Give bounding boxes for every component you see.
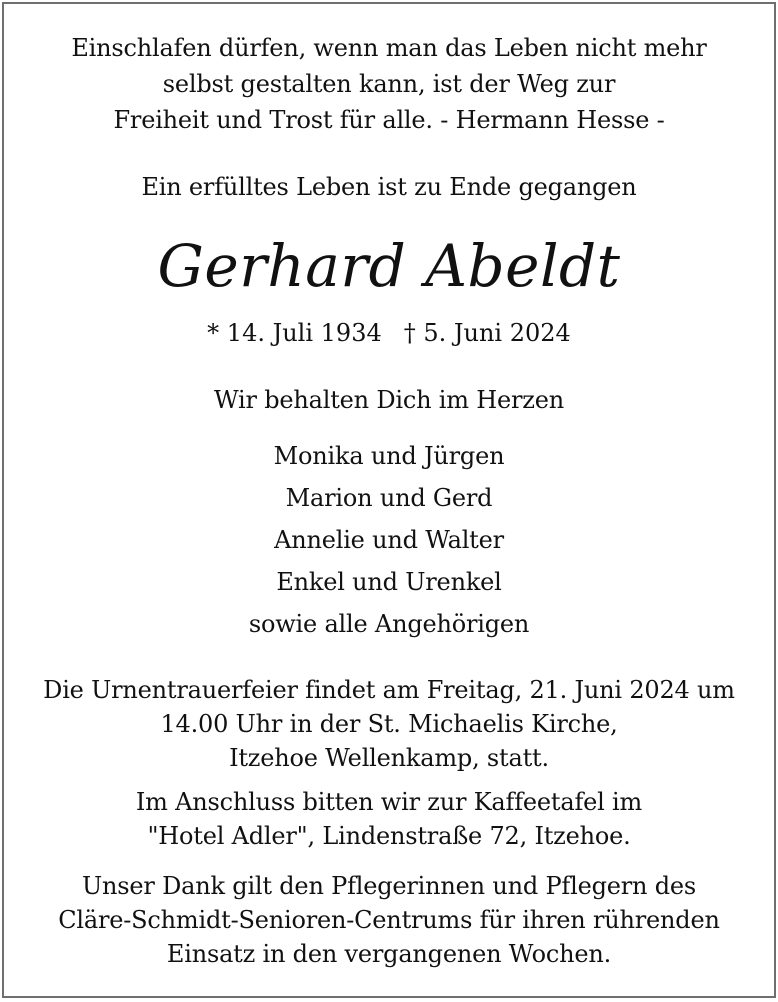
deceased-name: Gerhard Abeldt xyxy=(157,232,621,300)
mourner-line: sowie alle Angehörigen xyxy=(248,610,530,638)
quote-line: Einschlafen dürfen, wenn man das Leben nicht mehr xyxy=(71,34,707,62)
thanks-line: Cläre-Schmidt-Senioren-Centrums für ihren rührenden xyxy=(58,906,720,934)
quote-line: Freiheit und Trost für alle. - Hermann Hesse - xyxy=(113,106,665,134)
mourner-line: Monika und Jürgen xyxy=(273,442,505,470)
ceremony-line: 14.00 Uhr in der St. Michaelis Kirche, xyxy=(160,710,618,738)
birth-date: * 14. Juli 1934 xyxy=(207,319,382,347)
mourner-line: Marion und Gerd xyxy=(285,484,493,512)
mourner-line: Annelie und Walter xyxy=(274,526,504,554)
ceremony-line: Itzehoe Wellenkamp, statt. xyxy=(229,744,549,772)
remembrance-text: Wir behalten Dich im Herzen xyxy=(214,386,564,414)
intro-text: Ein erfülltes Leben ist zu Ende gegangen xyxy=(141,173,637,201)
reception-line: Im Anschluss bitten wir zur Kaffeetafel im xyxy=(135,788,643,816)
quote-line: selbst gestalten kann, ist der Weg zur xyxy=(162,70,616,98)
mourner-line: Enkel und Urenkel xyxy=(276,568,502,596)
thanks-line: Unser Dank gilt den Pflegerinnen und Pflegern des xyxy=(82,872,696,900)
death-date: † 5. Juni 2024 xyxy=(403,319,571,347)
life-dates xyxy=(4,317,774,349)
thanks-line: Einsatz in den vergangenen Wochen. xyxy=(166,940,612,968)
obituary-notice xyxy=(2,2,776,998)
reception-line: "Hotel Adler", Lindenstraße 72, Itzehoe. xyxy=(147,822,631,850)
ceremony-line: Die Urnentrauerfeier findet am Freitag, 21. Juni 2024 um xyxy=(43,676,735,704)
